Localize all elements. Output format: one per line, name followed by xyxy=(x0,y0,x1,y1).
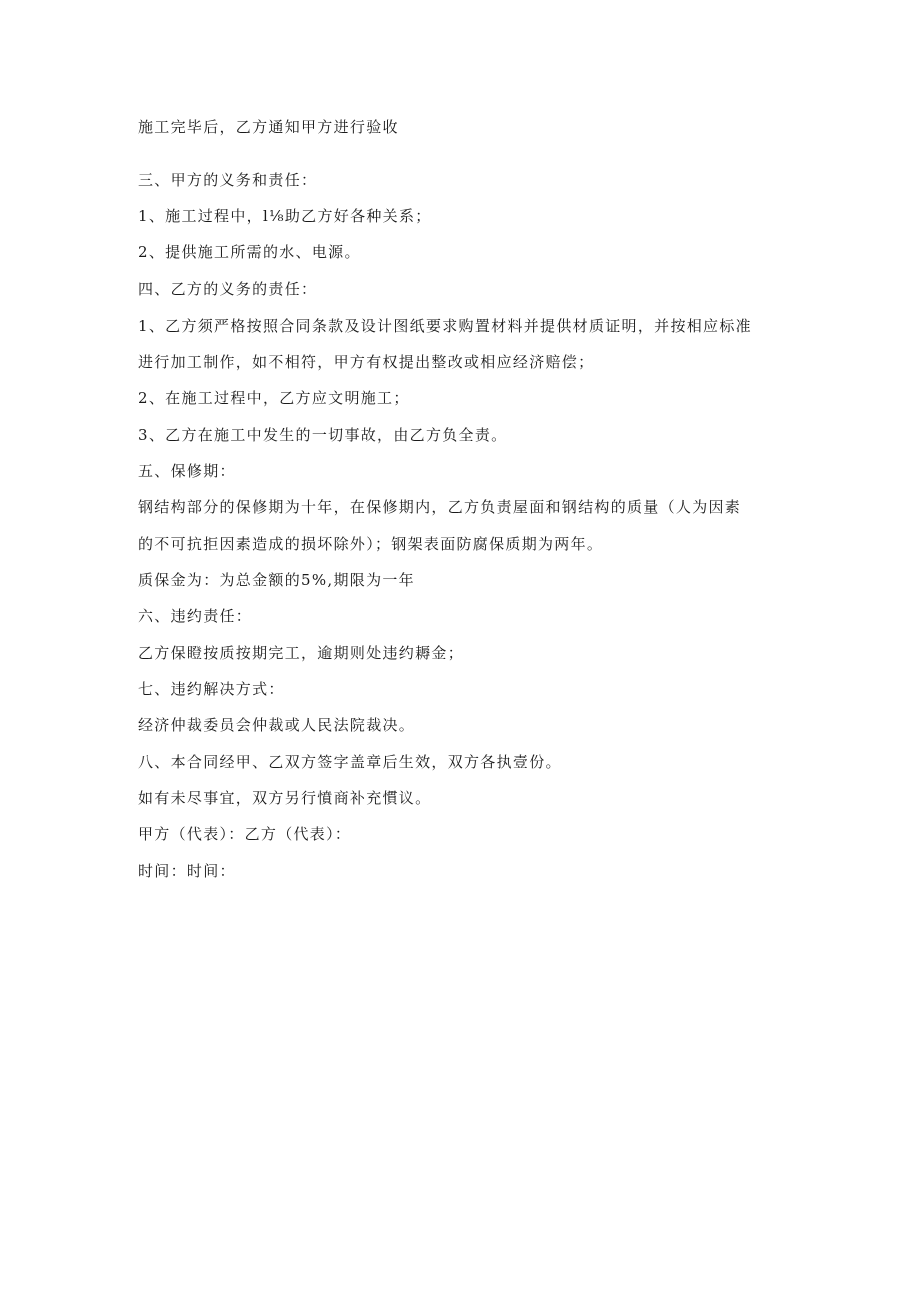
text-line: 八、本合同经甲、乙双方签字盖章后生效，双方各执壹份。 xyxy=(138,753,562,771)
section-heading: 七、违约解决方式： xyxy=(138,680,285,698)
section-heading: 五、保修期： xyxy=(138,462,236,480)
text-line: 3、乙方在施工中发生的一切事故，由乙方负全责。 xyxy=(138,426,508,444)
text-line: 2、提供施工所需的水、电源。 xyxy=(138,243,361,261)
text-line: 质保金为：为总金额的5%,期限为一年 xyxy=(138,571,415,589)
date-line: 时间：时间： xyxy=(138,862,236,880)
text-line: 钢结构部分的保修期为十年，在保修期内，乙方负责屋面和钢结构的质量（人为因素 xyxy=(138,498,742,516)
section-heading: 三、甲方的义务和责任： xyxy=(138,171,318,189)
text-line: 1、乙方须严格按照合同条款及设计图纸要求购置材料并提供材质证明，并按相应标准 xyxy=(138,317,752,335)
text-line: 施工完毕后，乙方通知甲方进行验收 xyxy=(138,118,399,136)
text-line: 经济仲裁委员会仲裁或人民法院裁决。 xyxy=(138,716,416,734)
text-line: 进行加工制作，如不相符，甲方有权提出整改或相应经济赔偿； xyxy=(138,353,595,371)
text-line: 乙方保瞪按质按期完工，逾期则处违约耨金； xyxy=(138,644,465,662)
text-line: 2、在施工过程中，乙方应文明施工； xyxy=(138,389,410,407)
text-line: 的不可抗拒因素造成的损坏除外）；钢架表面防腐保质期为两年。 xyxy=(138,535,604,553)
text-line: 如有未尽事宜，双方另行憤商补充慣议。 xyxy=(138,789,432,807)
signature-line: 甲方（代表）：乙方（代表）： xyxy=(138,825,352,843)
section-heading: 六、违约责任： xyxy=(138,607,253,625)
text-line: 1、施工过程中，l⅛助乙方好各种关系； xyxy=(138,207,432,225)
section-heading: 四、乙方的义务的责任： xyxy=(138,280,318,298)
